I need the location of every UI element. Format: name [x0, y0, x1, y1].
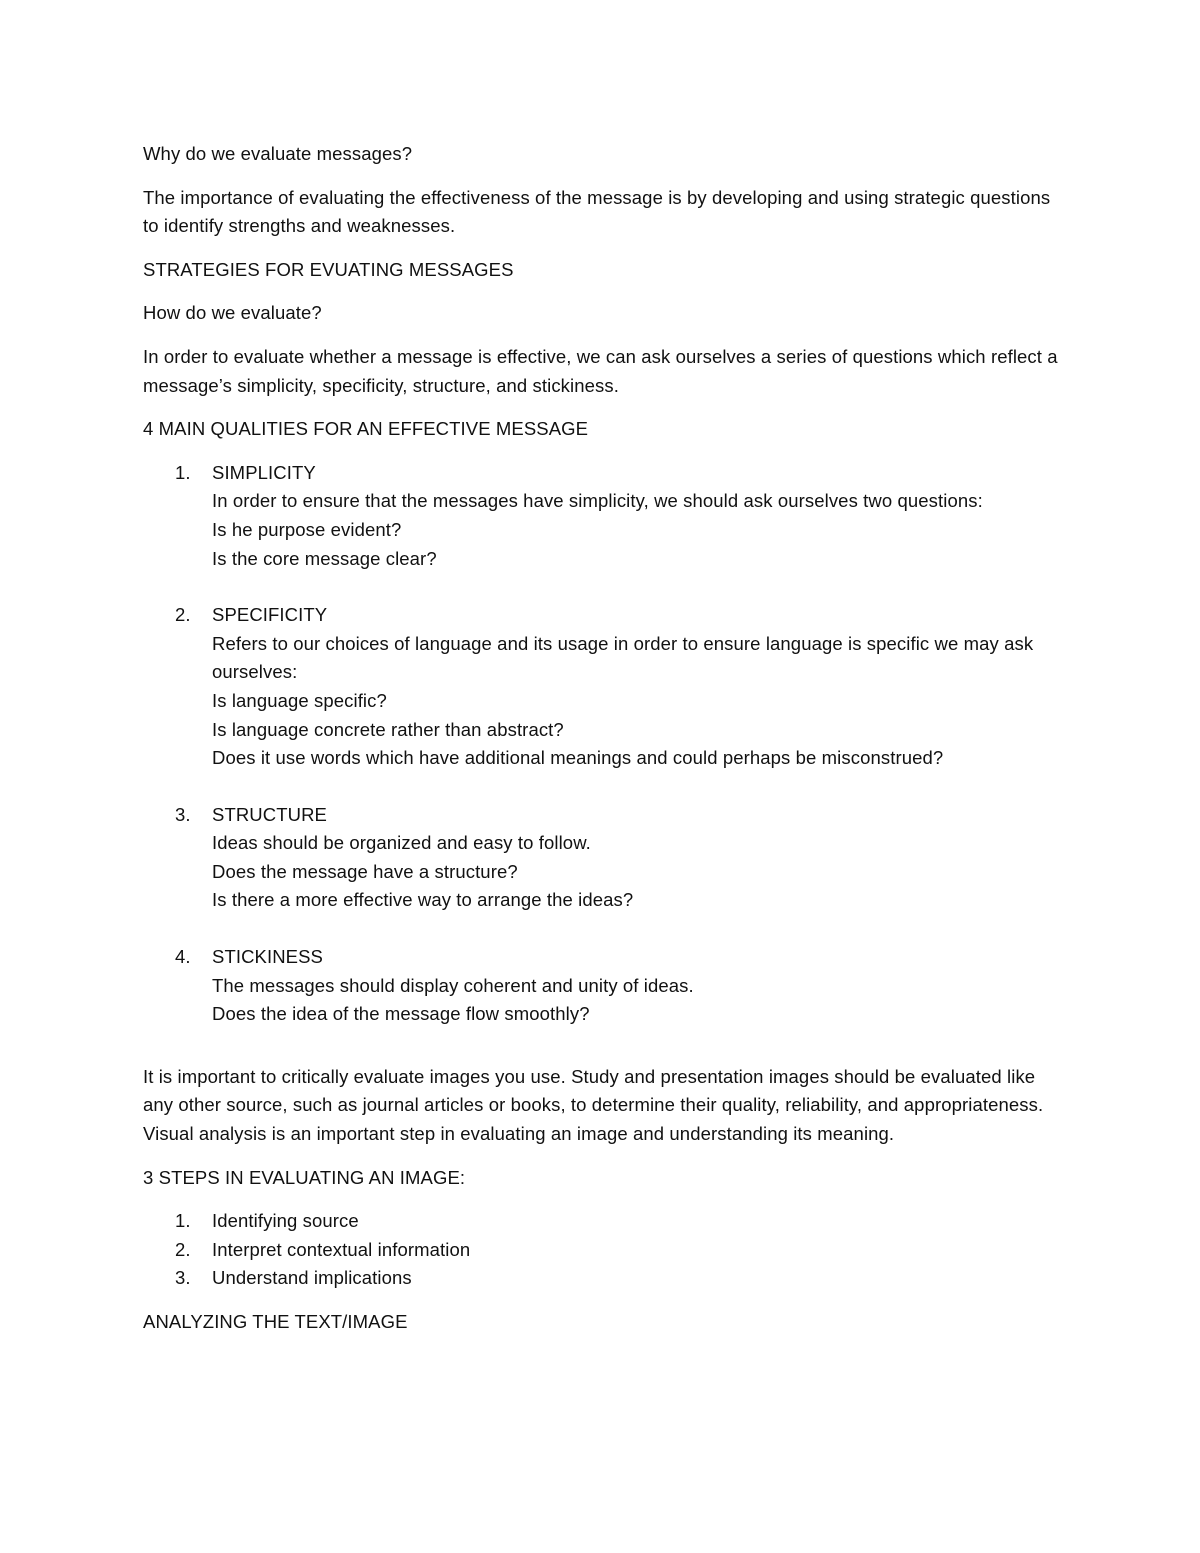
intro-question: Why do we evaluate messages?: [143, 143, 413, 164]
quality-line: Is he purpose evident?: [212, 518, 402, 540]
step-item: [143, 1264, 1063, 1293]
document-content: [143, 140, 1063, 1352]
step-text: Understand implications: [212, 1267, 412, 1289]
images-paragraph: It is important to critically evaluate images you use. Study and presentation images should be evaluated like any other source, such as journal articles or books, to determine their quality, reliability, and appropriateness. Visual analysis is an important step in evaluating an image and understanding its meaning.: [143, 1065, 1044, 1145]
how-question: How do we evaluate?: [143, 302, 322, 324]
step-number: 3.: [175, 1267, 191, 1289]
quality-number: 1.: [175, 461, 191, 483]
quality-line: Is language concrete rather than abstract?: [212, 718, 564, 740]
quality-item-simplicity: [143, 459, 1063, 573]
quality-line: Does the message have a structure?: [212, 860, 518, 882]
step-item: [143, 1207, 1063, 1236]
steps-heading: 3 STEPS IN EVALUATING AN IMAGE:: [143, 1166, 466, 1188]
qualities-heading: 4 MAIN QUALITIES FOR AN EFFECTIVE MESSAGE: [143, 418, 589, 440]
step-number: 1.: [175, 1210, 191, 1232]
quality-line: Is the core message clear?: [212, 547, 437, 569]
quality-item-stickiness: [143, 943, 1063, 1029]
quality-number: 2.: [175, 604, 191, 626]
steps-list: [143, 1207, 1063, 1293]
step-text: Interpret contextual information: [212, 1238, 471, 1260]
quality-line: Is there a more effective way to arrange the ideas?: [212, 889, 634, 911]
quality-line: The messages should display coherent and unity of ideas.: [212, 974, 694, 996]
quality-title: STRUCTURE: [212, 803, 327, 825]
quality-number: 3.: [175, 803, 191, 825]
quality-number: 4.: [175, 946, 191, 968]
step-item: [143, 1236, 1063, 1265]
quality-line: Refers to our choices of language and its usage in order to ensure language is specific we may ask ourselves:: [212, 632, 1034, 683]
strategies-heading: STRATEGIES FOR EVUATING MESSAGES: [143, 258, 514, 280]
quality-line: Ideas should be organized and easy to follow.: [212, 832, 591, 854]
step-number: 2.: [175, 1238, 191, 1260]
quality-title: STICKINESS: [212, 946, 323, 968]
quality-line: Is language specific?: [212, 689, 387, 711]
quality-item-specificity: [143, 601, 1063, 773]
step-text: Identifying source: [212, 1210, 359, 1232]
quality-line: Does it use words which have additional meanings and could perhaps be misconstrued?: [212, 747, 944, 769]
how-paragraph: In order to evaluate whether a message is effective, we can ask ourselves a series of questions which reflect a message’s simplicity, specificity, structure, and stickiness.: [143, 345, 1058, 396]
quality-title: SIMPLICITY: [212, 461, 316, 483]
intro-paragraph: The importance of evaluating the effectiveness of the message is by developing and using strategic questions to identify strengths and weaknesses.: [143, 186, 1051, 237]
quality-item-structure: [143, 801, 1063, 915]
quality-line: Does the idea of the message flow smoothly?: [212, 1003, 590, 1025]
quality-line: In order to ensure that the messages have simplicity, we should ask ourselves two questions:: [212, 490, 983, 512]
qualities-list: [143, 459, 1063, 1029]
quality-title: SPECIFICITY: [212, 604, 328, 626]
final-heading: ANALYZING THE TEXT/IMAGE: [143, 1311, 408, 1332]
